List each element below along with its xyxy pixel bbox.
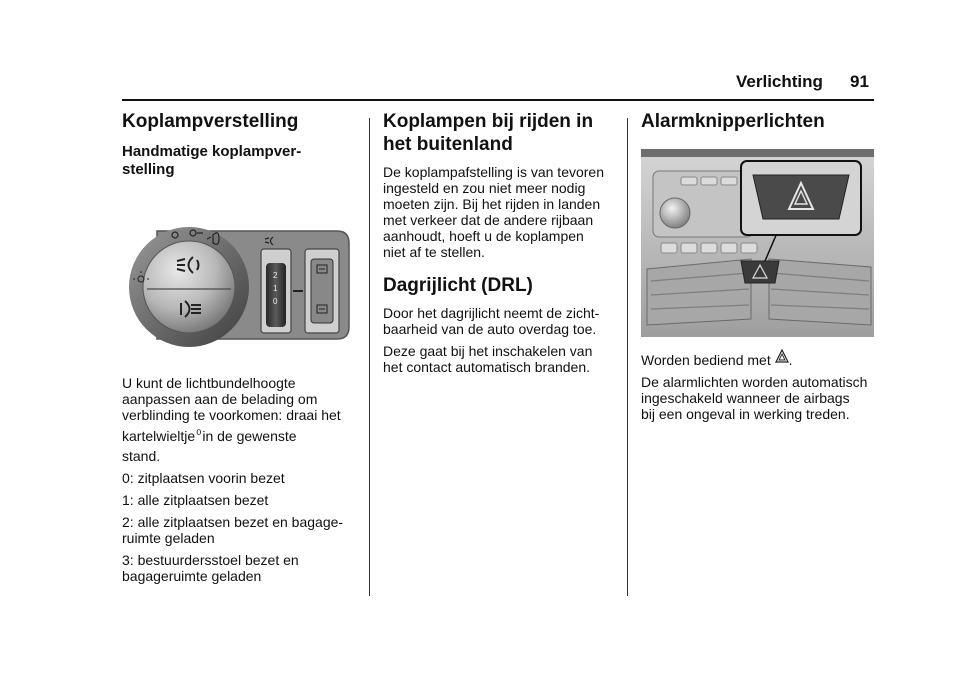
leveling-text-line-3: verblinding te voorkomen: draai het <box>122 407 341 423</box>
hazard-button-illustration <box>641 149 874 337</box>
volume-knob <box>660 198 690 228</box>
para1-line-1: De koplampafstelling is van tevoren <box>383 164 605 180</box>
headlight-switch-illustration <box>127 223 353 347</box>
para1-line-2: ingesteld en zou niet meer nodig <box>383 180 586 196</box>
column-1 <box>122 108 354 584</box>
leveling-text-line-4 <box>122 427 354 444</box>
page-number: 91 <box>850 72 869 91</box>
column-2 <box>383 108 615 375</box>
para3-line-2: het contact automatisch branden. <box>383 359 591 375</box>
leveling-text-after-icon: in de gewenste <box>202 428 297 444</box>
position-0: 0: zitplaatsen voorin bezet <box>122 470 285 486</box>
position-3-line-1: 3: bestuurdersstoel bezet en <box>122 552 299 568</box>
para1-line-3: moeten zijn. Bij het rijden in landen <box>383 196 601 212</box>
header-rule <box>122 99 874 101</box>
hazard-airbag-paragraph <box>641 374 875 422</box>
column-divider-1 <box>369 118 370 596</box>
leveling-text-line-1: U kunt de lichtbundelhoogte <box>122 375 296 391</box>
wheel-number-0: 0 <box>273 297 278 306</box>
column-3 <box>641 108 875 422</box>
wheel-number-2: 2 <box>273 271 278 280</box>
hazard-symbol-icon <box>775 349 789 363</box>
subheading-line-1: Handmatige koplampver- <box>122 143 302 160</box>
leveling-positions-list <box>122 470 354 584</box>
para2-line-1: Door het dagrijlicht neemt de zicht- <box>383 305 600 321</box>
running-header-title: Verlichting <box>736 72 823 91</box>
leveling-text-line-5: stand. <box>122 448 161 464</box>
heading-drl: Dagrijlicht (DRL) <box>383 275 533 296</box>
drl-paragraph-2 <box>383 343 615 375</box>
para3-line-1: Deze gaat bij het inschakelen van <box>383 343 593 359</box>
operated-with-line <box>641 349 875 368</box>
para1-line-4: met verkeer dat de andere rijbaan <box>383 212 594 228</box>
heading-foreign-driving-line-1: Koplampen bij rijden in <box>383 111 594 132</box>
position-1: 1: alle zitplaatsen bezet <box>122 492 269 508</box>
position-3-line-2: bagageruimte geladen <box>122 568 262 584</box>
section-heading-koplampverstelling: Koplampverstelling <box>122 111 299 132</box>
para1-line-5: aanhoudt, hoeft u de koplampen <box>383 228 584 244</box>
heading-hazard-lights: Alarmknipperlichten <box>641 111 825 132</box>
leveling-wheel-icon: ⁰ <box>196 427 202 442</box>
hazard-para-line-3: bij een ongeval in werking treden. <box>641 406 850 422</box>
drl-paragraph-1 <box>383 305 615 337</box>
foreign-driving-paragraph <box>383 164 615 260</box>
column-divider-2 <box>627 118 628 596</box>
wheel-number-1: 1 <box>273 284 278 293</box>
leveling-text-before-icon: kartelwieltje <box>122 428 196 444</box>
hazard-para-line-2: ingeschakeld wanneer de airbags <box>641 390 850 406</box>
leveling-text-line-2: aanpassen aan de belading om <box>122 391 318 407</box>
hazard-para-line-1: De alarmlichten worden automatisch <box>641 374 868 390</box>
subheading-line-2: stelling <box>122 161 175 178</box>
light-switch-knob <box>143 241 235 333</box>
position-2-line-1: 2: alle zitplaatsen bezet en bagage- <box>122 514 344 530</box>
para2-line-2: baarheid van de auto overdag toe. <box>383 321 597 337</box>
operated-with-text: Worden bediend met <box>641 352 771 368</box>
operated-with-period: . <box>788 352 793 368</box>
para1-line-6: niet af te stellen. <box>383 244 485 260</box>
heading-foreign-driving-line-2: het buitenland <box>383 134 513 155</box>
position-2-line-2: ruimte geladen <box>122 530 215 546</box>
